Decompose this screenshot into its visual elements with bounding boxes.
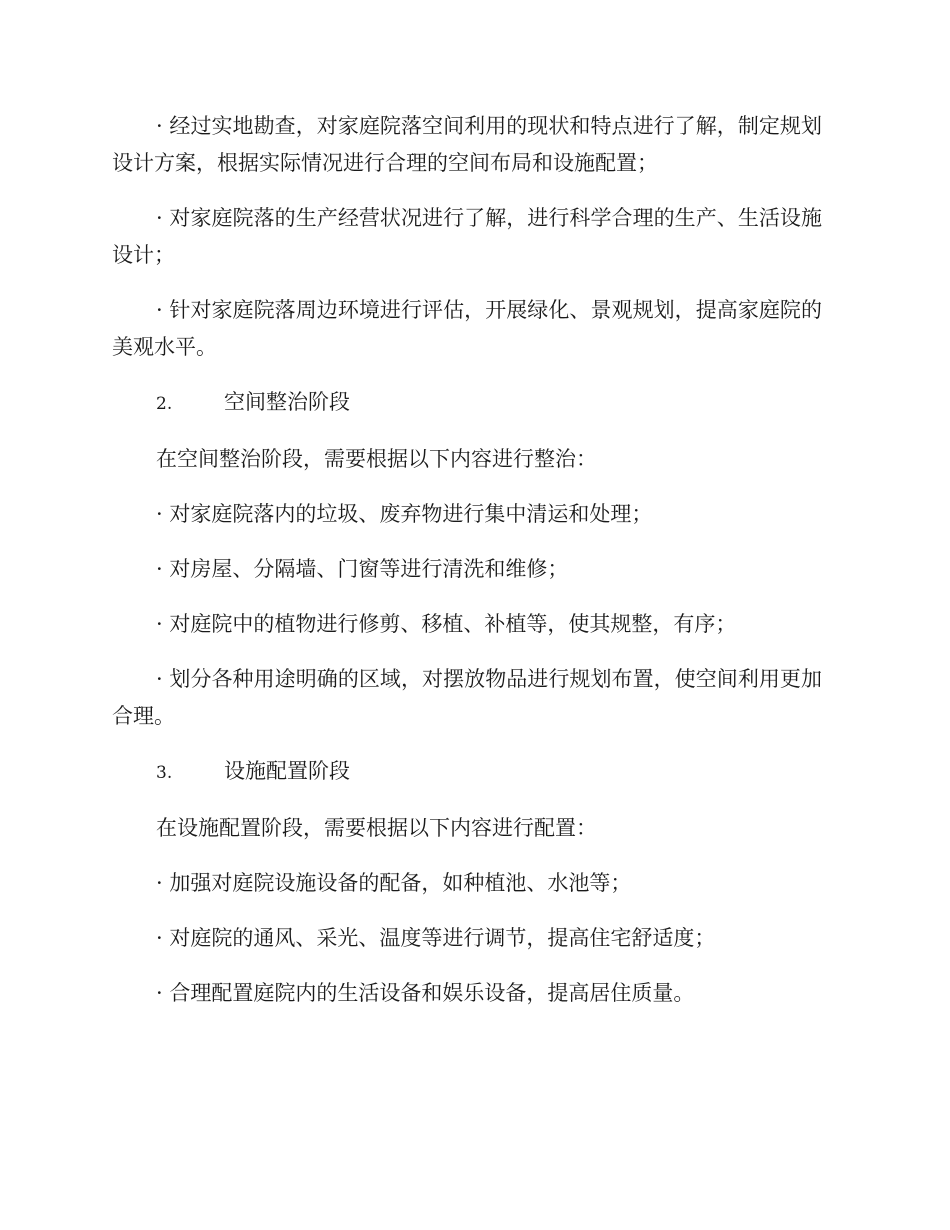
bullet-paragraph: · 对庭院的通风、采光、温度等进行调节，提高住宅舒适度； xyxy=(156,926,716,950)
section-number: 2. xyxy=(156,394,173,414)
intro-paragraph: 在设施配置阶段，需要根据以下内容进行配置： xyxy=(156,816,597,840)
bullet-paragraph: · 合理配置庭院内的生活设备和娱乐设备，提高居住质量。 xyxy=(156,981,695,1005)
bullet-paragraph: · 对家庭院落的生产经营状况进行了解，进行科学合理的生产、生活设施设计； xyxy=(112,206,822,267)
bullet-paragraph: · 划分各种用途明确的区域，对摆放物品进行规划布置，使空间利用更加合理。 xyxy=(112,667,822,728)
section-title: 空间整治阶段 xyxy=(224,390,350,414)
bullet-paragraph: · 对房屋、分隔墙、门窗等进行清洗和维修； xyxy=(156,557,569,581)
section-heading xyxy=(112,753,822,792)
bullet-paragraph: · 针对家庭院落周边环境进行评估，开展绿化、景观规划，提高家庭院的美观水平。 xyxy=(112,298,822,359)
section-title: 设施配置阶段 xyxy=(224,759,350,783)
bullet-paragraph: · 加强对庭院设施设备的配备，如种植池、水池等； xyxy=(156,871,632,895)
bullet-paragraph: · 经过实地勘查，对家庭院落空间利用的现状和特点进行了解，制定规划设计方案，根据实际情况进行合理的空间布局和设施配置； xyxy=(112,114,822,175)
bullet-paragraph: · 对庭院中的植物进行修剪、移植、补植等，使其规整，有序； xyxy=(156,612,737,636)
section-number: 3. xyxy=(156,763,173,783)
document-body xyxy=(112,108,822,1030)
intro-paragraph: 在空间整治阶段，需要根据以下内容进行整治： xyxy=(156,447,597,471)
bullet-paragraph: · 对家庭院落内的垃圾、废弃物进行集中清运和处理； xyxy=(156,502,653,526)
section-heading xyxy=(112,384,822,423)
